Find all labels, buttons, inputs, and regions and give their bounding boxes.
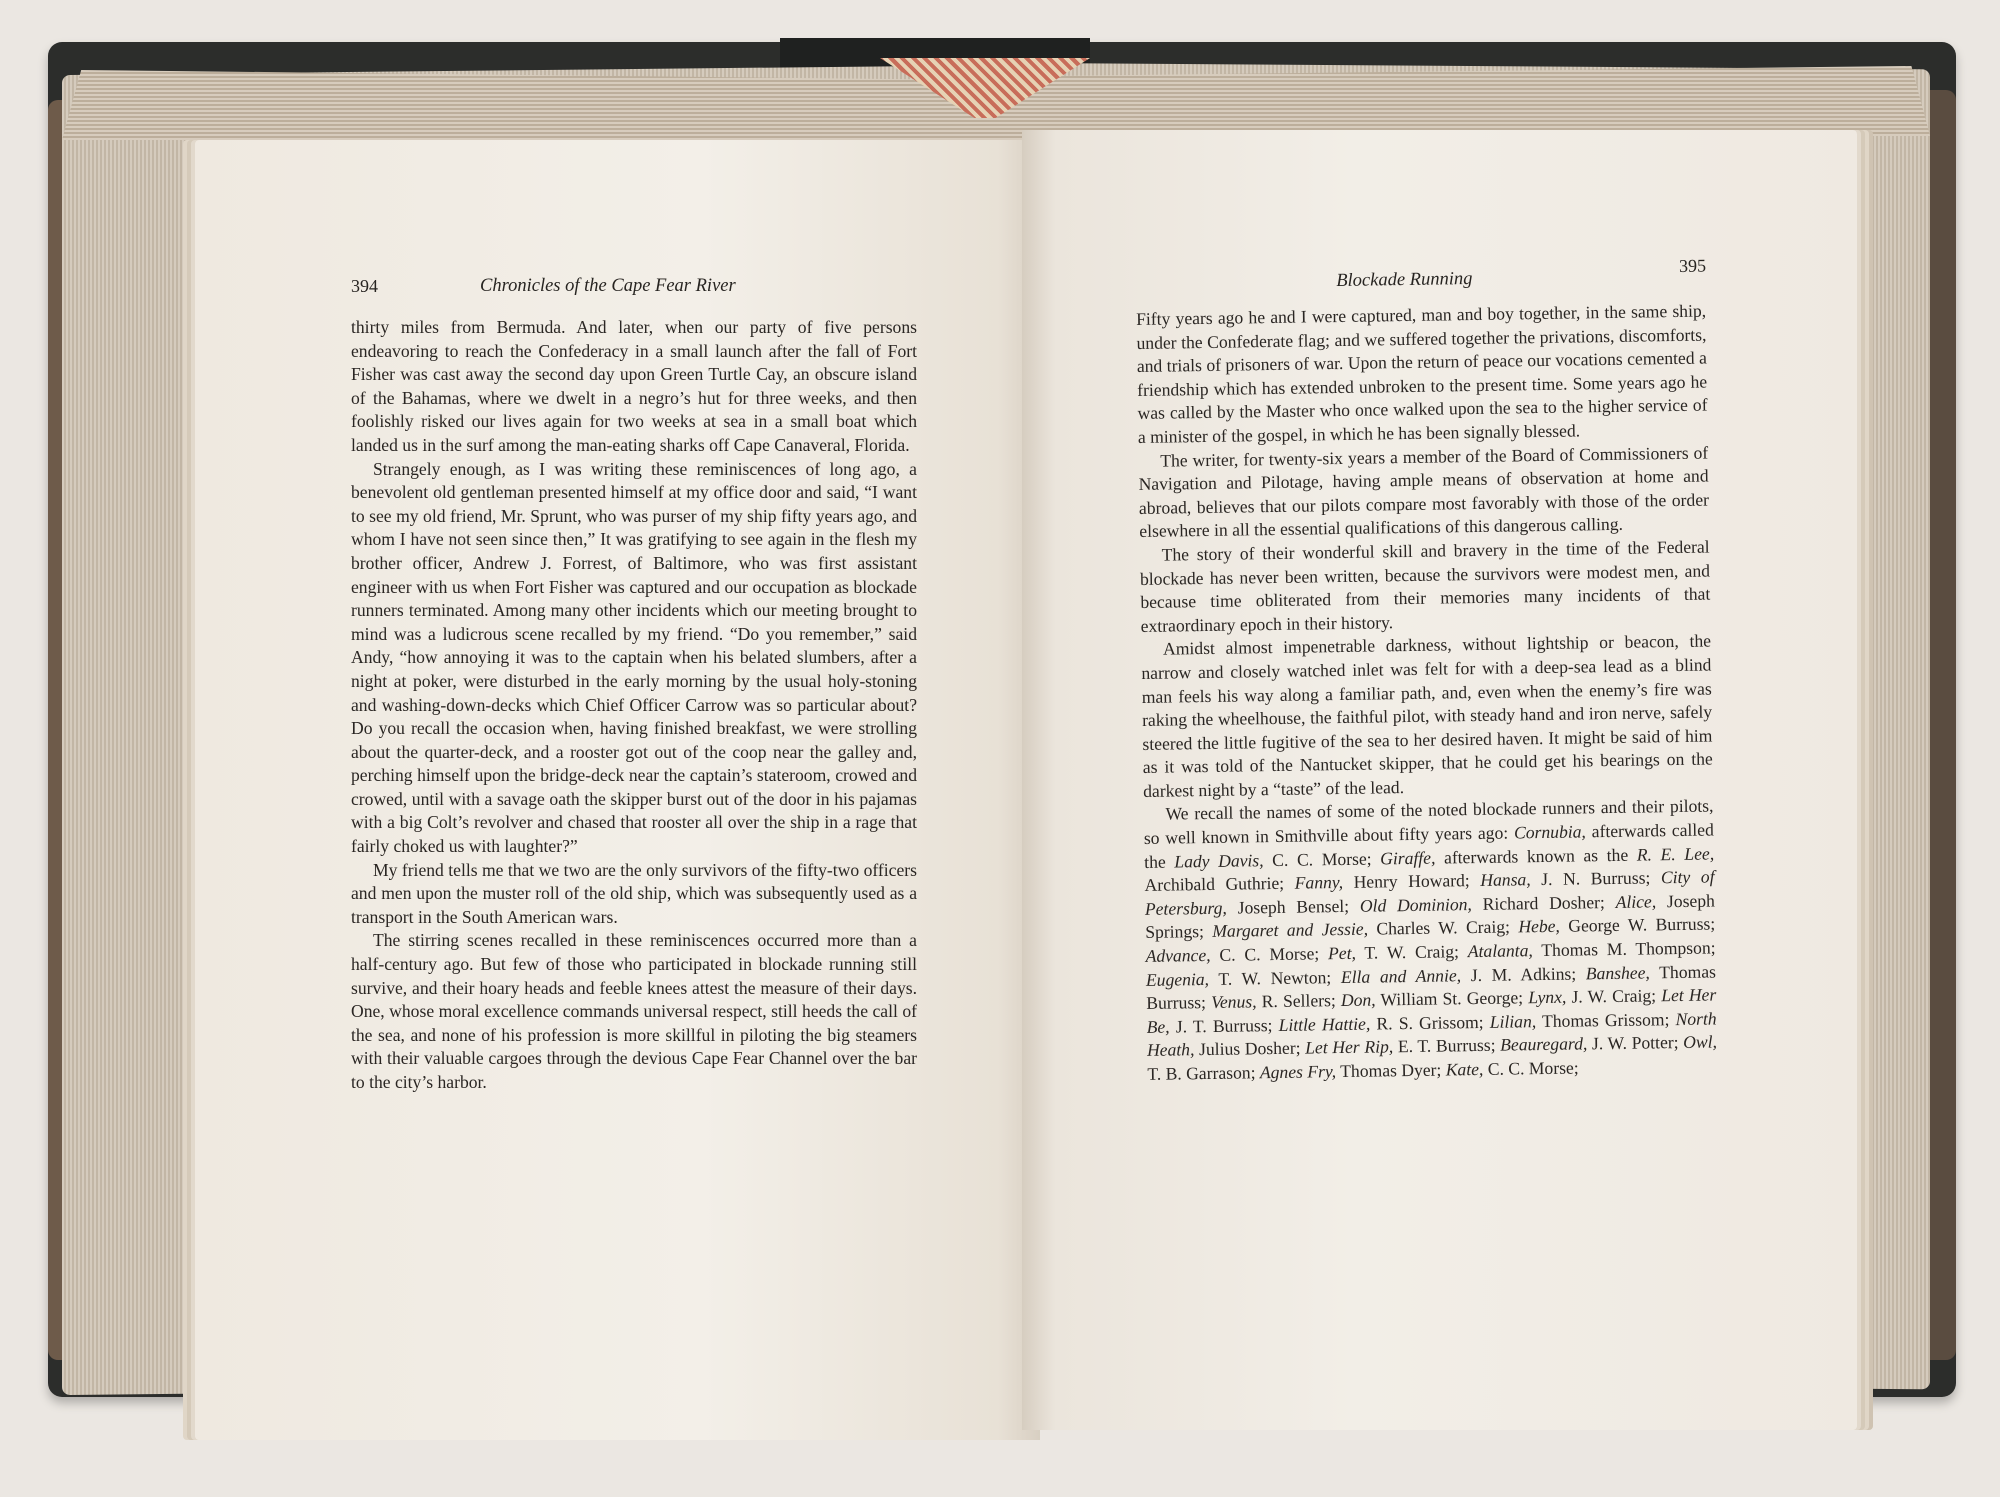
right-page xyxy=(1022,130,1857,1430)
paragraph: The stirring scenes recalled in these reminiscences occurred more than a half-century ago. But few of those who participated in blockade running still survive, and their hoary heads and feeble knees attest the measure of their days. One, whose moral excellence commands universal respect, still heeds the call of the sea, and none of his profession is more skillful in piloting the big steamers with their valuable cargoes through the devious Cape Fear Channel over the bar to the city’s harbor. xyxy=(351,930,917,1092)
ship-name: Let Her Be, xyxy=(1146,984,1717,1037)
ship-name: R. E. Lee, xyxy=(1636,843,1715,865)
pilot-name: afterwards called the xyxy=(1144,819,1714,872)
ship-name: Let Her Rip, xyxy=(1305,1036,1394,1058)
pilot-name: William St. George; xyxy=(1375,987,1529,1010)
ship-name: Hansa, xyxy=(1480,869,1531,891)
paragraph: thirty miles from Bermuda. And later, when our party of five persons endeavoring to reach the Confederacy in a small launch after the fall of Fort Fisher was cast away the second day upon Green Turtle Cay, an obscure island of the Bahamas, where we dwelt in a negro’s hut for three weeks, and then foolishly risked our lives again for two weeks at sea in a small boat which landed us in the surf among the man-eating sharks off Cape Canaveral, Florida. xyxy=(351,317,917,455)
pilot-name: J. W. Potter; xyxy=(1587,1032,1684,1054)
pilot-name: R. S. Grissom; xyxy=(1370,1011,1490,1034)
pilot-name: T. W. Craig; xyxy=(1355,941,1468,963)
paragraph: Fifty years ago he and I were captured, man and boy together, in the same ship, under the Confederate flag; and we suffered together the privations, discomforts, and trials of prisoners of war. Upon the return of peace our vocations cemented a friendship which has extended unbroken to the present time. Some years ago he was called by the Master who once walked upon the sea to the higher service of a minister of the gospel, in which he has been signally blessed. xyxy=(1136,300,1708,447)
pilot-name: J. M. Adkins; xyxy=(1460,963,1586,985)
page-edges-top-right xyxy=(1000,66,1930,136)
ship-name: Cornubia, xyxy=(1513,821,1587,843)
pilot-name: T. W. Newton; xyxy=(1208,966,1342,989)
pilot-name: J. T. Burruss; xyxy=(1169,1014,1279,1037)
ship-name: Don, xyxy=(1340,989,1376,1011)
pilot-name: Joseph Springs; xyxy=(1145,890,1716,943)
ship-name: Advance, xyxy=(1145,944,1211,966)
ship-name: Alice, xyxy=(1615,891,1657,912)
pilot-name: Joseph Bensel; xyxy=(1226,895,1361,918)
ship-name: Beauregard, xyxy=(1500,1033,1588,1056)
cover-edge-right xyxy=(1926,90,1956,1360)
ship-name: Fanny, xyxy=(1294,872,1344,893)
page-edges-top-left xyxy=(62,70,1022,140)
pilot-name: George W. Burruss; xyxy=(1559,913,1716,937)
ship-name: Little Hattie, xyxy=(1278,1013,1371,1035)
pilot-name: Thomas Dyer; xyxy=(1335,1059,1446,1082)
ship-pilot-list xyxy=(1144,820,1717,1084)
ship-name: Venus, xyxy=(1210,991,1257,1013)
running-head-row xyxy=(1136,256,1706,294)
ship-name: Lady Davis, xyxy=(1174,849,1264,872)
pilot-name: J. N. Burruss; xyxy=(1530,867,1662,890)
paragraph: Amidst almost impenetrable darkness, without lightship or beacon, the narrow and closely watched inlet was felt for with a deep-sea lead as a blind man feels his way along a familiar path, and, even when the enemy’s fire was raking the wheelhouse, the faithful pilot, with steady hand and iron nerve, safely steered the little fugitive of the sea to her desired haven. It might be said of him as it was told of the Nantucket skipper, that he could get his bearings on the darkest night by a “taste” of the lead. xyxy=(1141,630,1713,801)
ship-name: Pet, xyxy=(1327,942,1357,964)
ship-name: Old Dominion, xyxy=(1359,893,1472,916)
pilot-name: T. B. Garrason; xyxy=(1147,1062,1261,1084)
pilot-name: Thomas M. Thompson; xyxy=(1532,937,1716,961)
ship-name: City of Petersburg, xyxy=(1144,866,1715,919)
ship-name: Atalanta, xyxy=(1467,940,1533,962)
pilot-name: Henry Howard; xyxy=(1342,870,1481,893)
pilot-name: E. T. Burruss; xyxy=(1393,1035,1501,1057)
ship-name: North Heath, xyxy=(1146,1008,1717,1061)
ship-name: Hebe, xyxy=(1518,916,1561,937)
ship-name: Ella and Annie, xyxy=(1340,964,1462,987)
ship-name: Margaret and Jessie, xyxy=(1212,919,1369,942)
ship-name: Agnes Fry, xyxy=(1259,1061,1337,1083)
pilots-list-paragraph xyxy=(1143,795,1717,1087)
left-page xyxy=(195,140,1040,1440)
ship-name: Kate, xyxy=(1445,1058,1484,1080)
pilot-name: Julius Dosher; xyxy=(1194,1037,1306,1060)
pilot-name: Thomas Grissom; xyxy=(1536,1008,1676,1031)
pilot-name: Richard Dosher; xyxy=(1471,891,1616,914)
ship-name: Eugenia, xyxy=(1145,968,1210,990)
page-number: 394 xyxy=(351,276,378,296)
pilot-name: R. Sellers; xyxy=(1256,990,1342,1012)
ship-name: Owl, xyxy=(1683,1031,1718,1053)
paragraph: The writer, for twenty-six years a member of the Board of Commissioners of Navigation and Pilotage, having ample means of observation at home and abroad, believes that our pilots compare most favorably with those of the order elsewhere in all the essential qualifications of this dangerous calling. xyxy=(1138,442,1710,542)
page-number: 395 xyxy=(1678,255,1707,276)
ship-name: Lilian, xyxy=(1489,1010,1537,1032)
left-page-body xyxy=(351,316,917,1095)
pilot-name: Archibald Guthrie; xyxy=(1144,872,1295,896)
ship-name: Banshee, xyxy=(1585,962,1650,984)
pilots-intro: We recall the names of some of the noted blockade runners and their pilots, so well known in Smithville about fifty years ago: xyxy=(1143,795,1714,849)
pilot-name: Charles W. Craig; xyxy=(1367,916,1519,940)
pilot-name: Thomas Burruss; xyxy=(1146,961,1717,1014)
running-head: Chronicles of the Cape Fear River xyxy=(480,276,736,296)
pilot-name: afterwards known as the xyxy=(1435,844,1637,868)
paragraph: Strangely enough, as I was writing these reminiscences of long ago, a benevolent old gentleman presented himself at my office door and said, “I want to see my old friend, Mr. Sprunt, who was purser of my ship fifty years ago, and whom I have not seen since then,” It was gratifying to see again in the flesh my brother officer, Andrew J. Forrest, of Baltimore, who was first assistant engineer with us when Fort Fisher was captured and our occupation as blockade runners terminated. Among many other incidents which our meeting brought to mind was a ludicrous scene recalled by my friend. “Do you remember,” said Andy, “how annoying it was to the captain when his belated slumbers, after a night at poker, were disturbed in the early morning by the usual holy-stoning and washing-down-decks which Chief Officer Carrow was so particular about? Do you recall the occasion when, having finished breakfast, we were strolling about the quarter-deck, and a rooster got out of the coop near the galley and, perching himself upon the bridge-deck near the captain’s stateroom, crowed and crowed, until with a savage oath the skipper burst out of the door in his pajamas with a big Colt’s revolver and chased that rooster all over the ship in a rage that fairly choked us with laughter?” xyxy=(351,458,917,857)
pilot-name: J. W. Craig; xyxy=(1566,985,1662,1007)
pilot-name: C. C. Morse; xyxy=(1210,943,1329,965)
ship-name: Lynx, xyxy=(1528,986,1567,1008)
pilot-name: C. C. Morse; xyxy=(1483,1057,1579,1079)
ship-name: Giraffe, xyxy=(1380,847,1436,869)
paragraph: The story of their wonderful skill and bravery in the time of the Federal blockade has never been written, because the survivors were modest men, and because time obliterated from their memories many incidents of that extraordinary epoch in their history. xyxy=(1139,536,1711,636)
running-head: Blockade Running xyxy=(1336,269,1473,292)
paragraph: My friend tells me that we two are the only survivors of the fifty-two officers and men upon the muster roll of the old ship, which was subsequently used as a transport in the South American wars. xyxy=(351,859,917,927)
pilot-name: C. C. Morse; xyxy=(1263,848,1381,870)
right-page-body xyxy=(1136,300,1717,1087)
